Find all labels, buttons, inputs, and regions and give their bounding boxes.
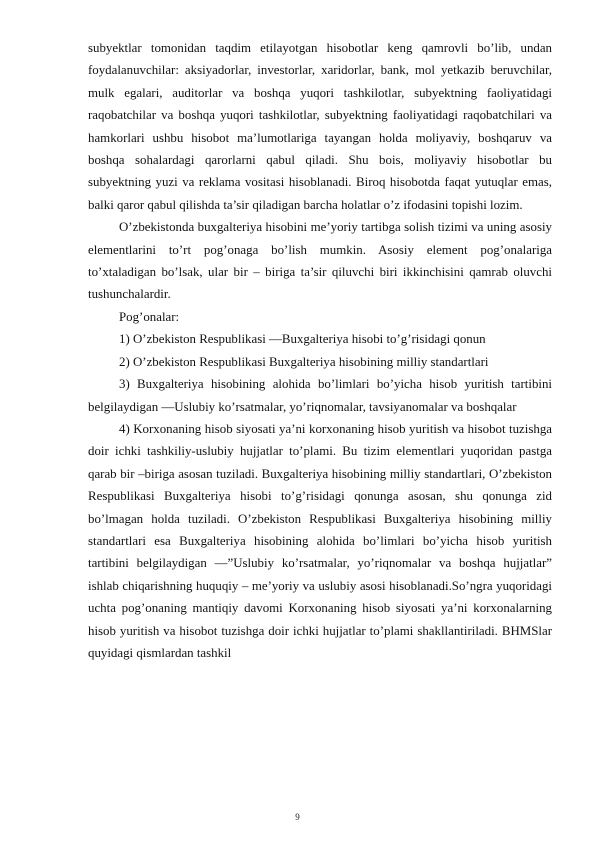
document-body (88, 37, 552, 664)
level-item-1: 1) O’zbekiston Respublikasi —Buxgalteriya hisobi to’g’risidagi qonun (119, 332, 486, 347)
paragraph-regulation-system: O’zbekistonda buxgalteriya hisobini me’yoriy tartibga solish tizimi va uning asosiy elementlarini to’rt pog’onaga bo’lish mumkin. Asosiy element pog’onalariga to’xtaladigan bo’lsak, ular bir – biriga ta’sir qiluvchi biri ikkinchisini qamrab oluvchi tushunchalardir. (88, 220, 552, 302)
levels-heading: Pog’onalar: (119, 309, 180, 324)
level-item-4: 4) Korxonaning hisob siyosati ya’ni korxonaning hisob yuritish va hisobot tuzishga doir ichki tashkiliy-uslubiy hujjatlar to’plami. Bu tizim elementlari yuqoridan pastga qarab bir –biriga asosan tuziladi. Buxgalteriya hisobining milliy standartlari, O’zbekiston Respublikasi Buxgalteriya hisobi to’g’risidagi qonunga asosan, shu qonunga zid bo’lmagan holda tuziladi. O’zbekiston Respublikasi Buxgalteriya hisobining milliy standartlari esa Buxgalteriya hisobining alohida bo’limlari bo’yicha hisob yuritish tartibini belgilaydigan —”Uslubiy ko’rsatmalar, yo’riqnomalar va boshqa hujjatlar” ishlab chiqarishning huquqiy – me’yoriy va uslubiy asosi hisoblanadi.So’ngra yuqoridagi uchta pog’onaning mantiqiy davomi Korxonaning hisob siyosati ya’ni korxonalarning hisob yuritish va hisobot tuzishga doir ichki hujjatlar to’plami shakllantiriladi. BHMSlar quyidagi qismlardan tashkil (88, 421, 552, 660)
page-number: 9 (295, 812, 300, 822)
paragraph-reporting-users: subyektlar tomonidan taqdim etilayotgan hisobotlar keng qamrovli bo’lib, undan foydalanuvchilar: aksiyadorlar, investorlar, xaridorlar, bank, mol yetkazib beruvchilar, mulk egalari, auditorlar va boshqa yuqori tashkilotlar, subyektning faoliyatidagi raqobatchilar va boshqa yuqori tashkilotlar, subyektning faoliyatidagi raqobatchilari va hamkorlari ushbu hisobot ma’lumotlariga tayangan holda moliyaviy, boshqaruv va boshqa sohalardagi qarorlarni qabul qiladi. Shu bois, moliyaviy hisobotlar bu subyektning yuzi va reklama vositasi hisoblanadi. Biroq hisobotda faqat yutuqlar emas, balki qaror qabul qilishda ta’sir qiladigan barcha holatlar o’z ifodasini topishi lozim. (88, 41, 552, 212)
level-item-3: 3) Buxgalteriya hisobining alohida bo’limlari bo’yicha hisob yuritish tartibini belgilaydigan —Uslubiy ko’rsatmalar, yo’riqnomalar, tavsiyanomalar va boshqalar (88, 377, 552, 414)
level-item-2: 2) O’zbekiston Respublikasi Buxgalteriya hisobining milliy standartlari (119, 354, 489, 369)
